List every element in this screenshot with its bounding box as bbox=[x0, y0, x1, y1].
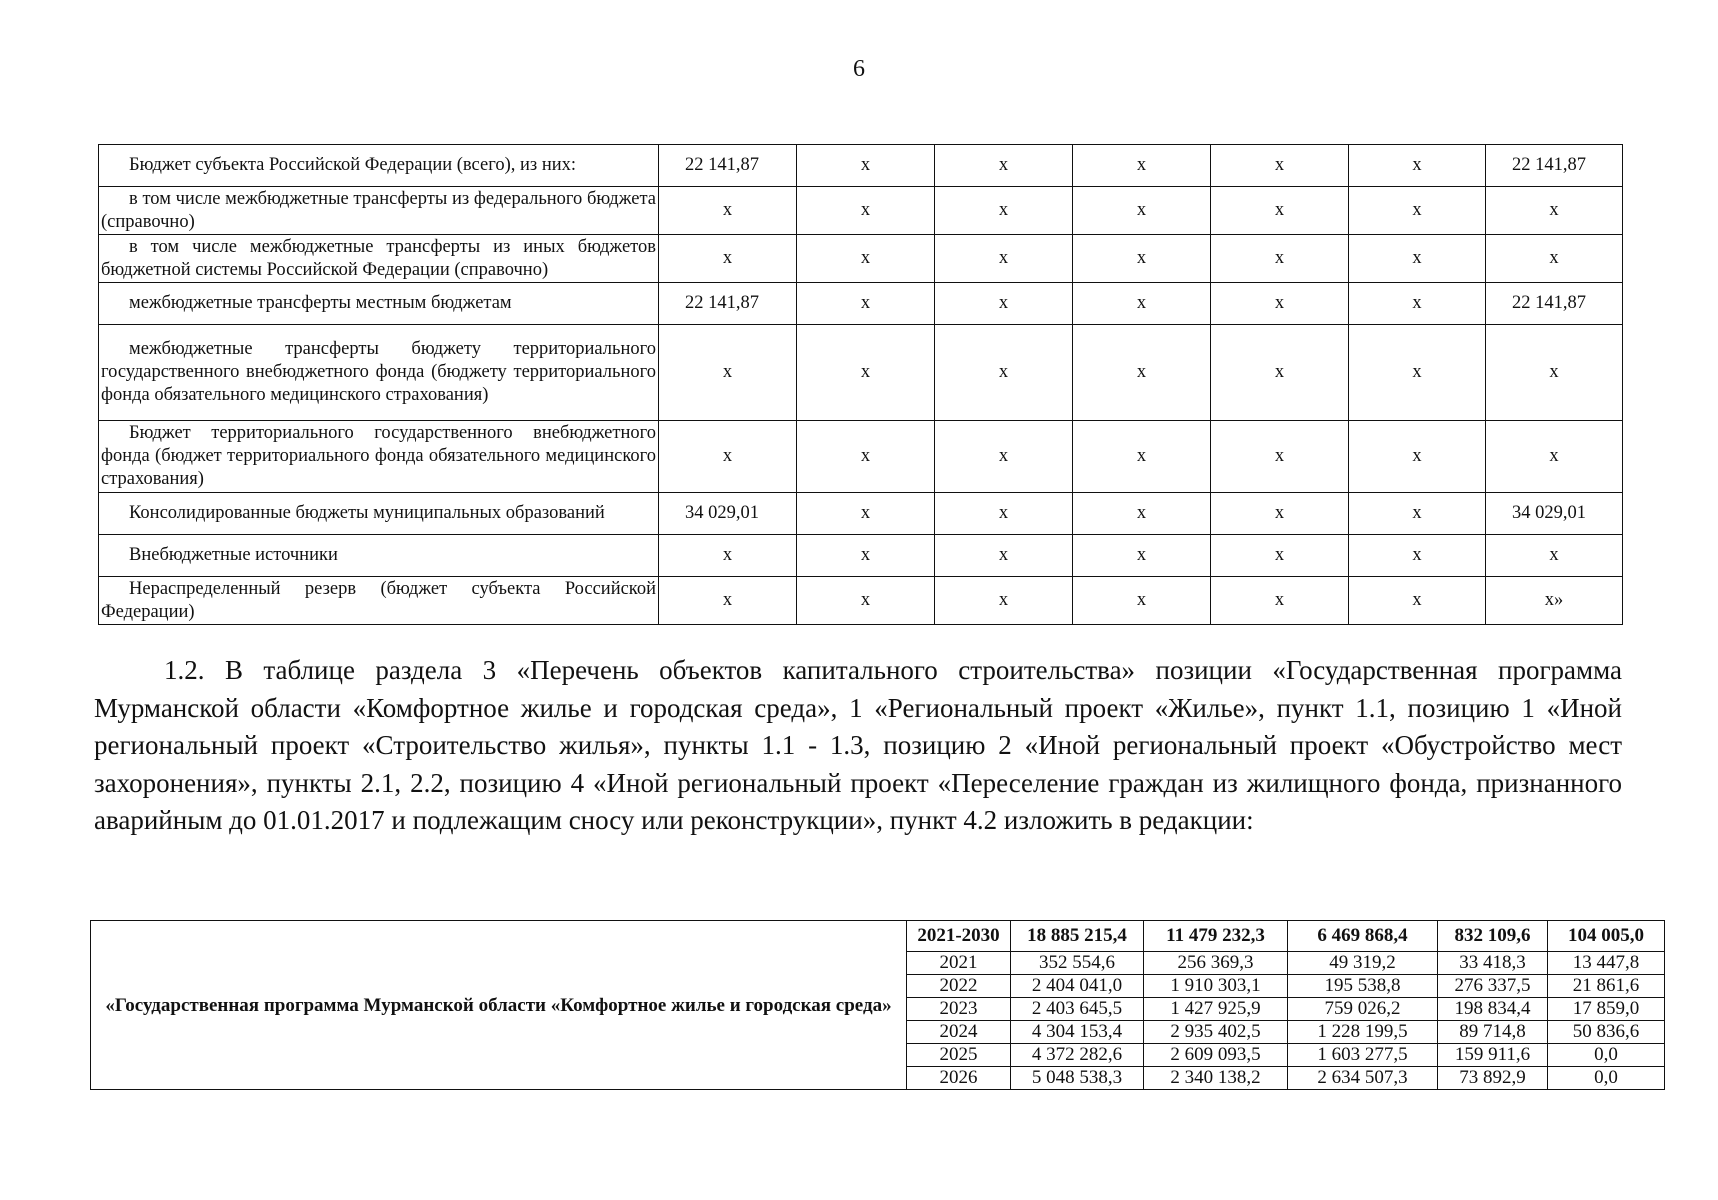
row-label: Бюджет субъекта Российской Федерации (всего), из них: bbox=[99, 145, 659, 187]
year-cell: 2023 bbox=[907, 998, 1011, 1021]
table-row bbox=[91, 921, 1665, 952]
table-cell: х bbox=[1211, 421, 1349, 493]
amendment-paragraph: 1.2. В таблице раздела 3 «Перечень объектов капитального строительства» позиции «Государственная программа Мурманской области «Комфортное жилье и городская среда», 1 «Региональный проект «Жилье», пункт 1.1, позицию 1 «Иной региональный проект «Строительство жилья», пункты 1.1 - 1.3, позицию 2 «Иной региональный проект «Обустройство мест захоронения», пункты 2.1, 2.2, позицию 4 «Иной региональный проект «Переселение граждан из жилищного фонда, признанного аварийным до 01.01.2017 и подлежащим сносу или реконструкции», пункт 4.2 изложить в редакции: bbox=[94, 655, 1622, 835]
table-cell: х bbox=[1211, 145, 1349, 187]
table-cell: х bbox=[935, 283, 1073, 325]
table-cell: 832 109,6 bbox=[1438, 921, 1548, 952]
row-label: Нераспределенный резерв (бюджет субъекта Российской Федерации) bbox=[99, 577, 659, 625]
row-label: в том числе межбюджетные трансферты из федерального бюджета (справочно) bbox=[99, 187, 659, 235]
table-cell: х bbox=[1349, 325, 1486, 421]
table-cell: 4 372 282,6 bbox=[1011, 1044, 1144, 1067]
table-cell: 2 404 041,0 bbox=[1011, 975, 1144, 998]
table-cell: х bbox=[935, 187, 1073, 235]
table-cell: х bbox=[1486, 235, 1623, 283]
table-cell: х bbox=[1349, 235, 1486, 283]
table-cell: 6 469 868,4 bbox=[1288, 921, 1438, 952]
table-cell: 0,0 bbox=[1548, 1067, 1665, 1090]
table-cell: 2 340 138,2 bbox=[1144, 1067, 1288, 1090]
table-cell: 13 447,8 bbox=[1548, 952, 1665, 975]
table-cell: х bbox=[659, 187, 797, 235]
table-cell: х bbox=[935, 535, 1073, 577]
table-cell: х bbox=[1211, 187, 1349, 235]
table-cell: х bbox=[797, 145, 935, 187]
table-cell: 1 603 277,5 bbox=[1288, 1044, 1438, 1067]
table-cell: 22 141,87 bbox=[659, 283, 797, 325]
table-cell: х bbox=[935, 325, 1073, 421]
table-cell: х bbox=[1486, 187, 1623, 235]
table-cell: х bbox=[1211, 235, 1349, 283]
table-cell: х bbox=[1211, 283, 1349, 325]
table-cell: х bbox=[797, 283, 935, 325]
table-cell: 2 609 093,5 bbox=[1144, 1044, 1288, 1067]
table-cell: х bbox=[797, 325, 935, 421]
table-cell: х» bbox=[1486, 577, 1623, 625]
row-label: межбюджетные трансферты местным бюджетам bbox=[99, 283, 659, 325]
table-row bbox=[99, 421, 1623, 493]
table-cell: 18 885 215,4 bbox=[1011, 921, 1144, 952]
table-cell: х bbox=[797, 577, 935, 625]
table-cell: 1 910 303,1 bbox=[1144, 975, 1288, 998]
table-cell: 2 935 402,5 bbox=[1144, 1021, 1288, 1044]
table-cell: х bbox=[1073, 283, 1211, 325]
table-row bbox=[99, 493, 1623, 535]
capital-construction-table bbox=[90, 920, 1665, 1090]
table-cell: 17 859,0 bbox=[1548, 998, 1665, 1021]
table-cell: 5 048 538,3 bbox=[1011, 1067, 1144, 1090]
year-cell: 2022 bbox=[907, 975, 1011, 998]
table-cell: 2 634 507,3 bbox=[1288, 1067, 1438, 1090]
table-cell: х bbox=[797, 421, 935, 493]
row-label: Консолидированные бюджеты муниципальных образований bbox=[99, 493, 659, 535]
period-cell: 2021-2030 bbox=[907, 921, 1011, 952]
year-cell: 2026 bbox=[907, 1067, 1011, 1090]
program-title: «Государственная программа Мурманской области «Комфортное жилье и городская среда» bbox=[91, 921, 907, 1090]
table-row bbox=[99, 145, 1623, 187]
year-cell: 2021 bbox=[907, 952, 1011, 975]
table-cell: 1 228 199,5 bbox=[1288, 1021, 1438, 1044]
table-cell: 22 141,87 bbox=[1486, 145, 1623, 187]
table-row bbox=[99, 535, 1623, 577]
table-cell: 0,0 bbox=[1548, 1044, 1665, 1067]
table-cell: х bbox=[659, 325, 797, 421]
table-cell: х bbox=[1349, 145, 1486, 187]
table-row bbox=[99, 325, 1623, 421]
table-cell: х bbox=[935, 577, 1073, 625]
table-cell: х bbox=[935, 235, 1073, 283]
table-cell: х bbox=[797, 235, 935, 283]
table-cell: х bbox=[935, 421, 1073, 493]
table-cell: 34 029,01 bbox=[659, 493, 797, 535]
table-cell: 73 892,9 bbox=[1438, 1067, 1548, 1090]
table-cell: х bbox=[1073, 187, 1211, 235]
table-cell: х bbox=[1349, 187, 1486, 235]
table-cell: 49 319,2 bbox=[1288, 952, 1438, 975]
table-cell: х bbox=[659, 421, 797, 493]
table-cell: х bbox=[659, 535, 797, 577]
row-label: Внебюджетные источники bbox=[99, 535, 659, 577]
table-cell: 33 418,3 bbox=[1438, 952, 1548, 975]
table-cell: 22 141,87 bbox=[1486, 283, 1623, 325]
table-cell: 21 861,6 bbox=[1548, 975, 1665, 998]
table-cell: 11 479 232,3 bbox=[1144, 921, 1288, 952]
table-row bbox=[99, 283, 1623, 325]
table-row bbox=[99, 187, 1623, 235]
row-label: в том числе межбюджетные трансферты из иных бюджетов бюджетной системы Российской Федерации (справочно) bbox=[99, 235, 659, 283]
table-cell: х bbox=[1349, 421, 1486, 493]
table-cell: х bbox=[1211, 325, 1349, 421]
page-number: 6 bbox=[853, 56, 865, 82]
table-cell: 276 337,5 bbox=[1438, 975, 1548, 998]
table-cell: х bbox=[1211, 493, 1349, 535]
table-cell: 195 538,8 bbox=[1288, 975, 1438, 998]
table-cell: 198 834,4 bbox=[1438, 998, 1548, 1021]
table-cell: х bbox=[1211, 577, 1349, 625]
table-cell: 759 026,2 bbox=[1288, 998, 1438, 1021]
table-cell: х bbox=[1073, 421, 1211, 493]
table-cell: 2 403 645,5 bbox=[1011, 998, 1144, 1021]
row-label: Бюджет территориального государственного внебюджетного фонда (бюджет территориального фонда обязательного медицинского страхования) bbox=[99, 421, 659, 493]
year-cell: 2025 bbox=[907, 1044, 1011, 1067]
table-cell: 50 836,6 bbox=[1548, 1021, 1665, 1044]
table-cell: х bbox=[935, 493, 1073, 535]
table-cell: 22 141,87 bbox=[659, 145, 797, 187]
table-cell: х bbox=[1073, 235, 1211, 283]
table-cell: х bbox=[1073, 535, 1211, 577]
table-cell: х bbox=[797, 535, 935, 577]
table-cell: х bbox=[797, 187, 935, 235]
table-cell: х bbox=[1073, 145, 1211, 187]
table-cell: х bbox=[1073, 577, 1211, 625]
table-cell: х bbox=[1349, 577, 1486, 625]
table-cell: х bbox=[1349, 493, 1486, 535]
table-row bbox=[99, 577, 1623, 625]
table-cell: х bbox=[659, 577, 797, 625]
table-cell: х bbox=[1073, 325, 1211, 421]
funding-sources-table bbox=[98, 144, 1623, 625]
table-cell: х bbox=[797, 493, 935, 535]
table-cell: х bbox=[935, 145, 1073, 187]
table-cell: 4 304 153,4 bbox=[1011, 1021, 1144, 1044]
table-cell: х bbox=[1349, 535, 1486, 577]
table-cell: х bbox=[1211, 535, 1349, 577]
table-cell: х bbox=[1486, 535, 1623, 577]
table-cell: 352 554,6 bbox=[1011, 952, 1144, 975]
row-label: межбюджетные трансферты бюджету территориального государственного внебюджетного фонда (бюджету территориального фонда обязательного медицинского страхования) bbox=[99, 325, 659, 421]
table-cell: х bbox=[1349, 283, 1486, 325]
table-cell: 256 369,3 bbox=[1144, 952, 1288, 975]
table-cell: 159 911,6 bbox=[1438, 1044, 1548, 1067]
table-cell: х bbox=[1073, 493, 1211, 535]
table-cell: х bbox=[1486, 325, 1623, 421]
table-cell: х bbox=[659, 235, 797, 283]
table-cell: 104 005,0 bbox=[1548, 921, 1665, 952]
table-cell: 1 427 925,9 bbox=[1144, 998, 1288, 1021]
table-row bbox=[99, 235, 1623, 283]
table-cell: 34 029,01 bbox=[1486, 493, 1623, 535]
year-cell: 2024 bbox=[907, 1021, 1011, 1044]
table-cell: 89 714,8 bbox=[1438, 1021, 1548, 1044]
table-cell: х bbox=[1486, 421, 1623, 493]
